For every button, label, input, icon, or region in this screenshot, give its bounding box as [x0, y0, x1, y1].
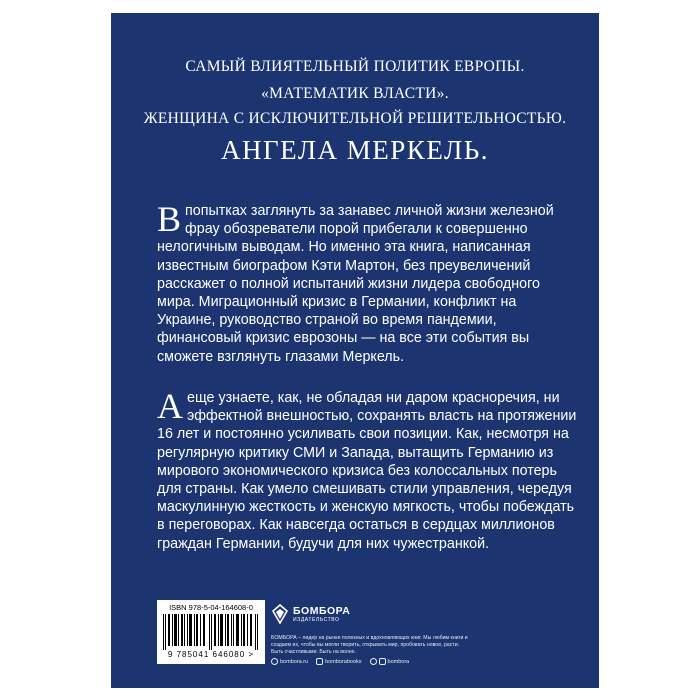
paragraph-text: еще узнаете, как, не обладая ни даром красноречия, ни эффектной внешностью, сохранять власть на протяжении 16 лет и постоянно усиливать свои позиции. Как, несмотря на регулярную критику СМИ и Запада, вытащить Германию из мирового экономического кризиса без колоссальных потерь для страны. Как умело смешивать стили управления, чередуя маскулинную жесткость и женскую мягкость, чтобы побеждать в переговорах. Как навсегда остаться в сердцах миллионов граждан Германии, будучи для них чужестранкой. — [157, 390, 577, 552]
globe-icon — [271, 658, 278, 665]
social-network-icon — [316, 658, 323, 665]
publisher-name: БОМБОРА — [293, 605, 351, 617]
bombora-logo-icon — [271, 604, 289, 624]
paragraph-text: попытках заглянуть за занавес личной жизни железной фрау обозреватели порой прибегали к совершенно нелогичным выводам. Но именно эта книга, написанная известным биографом Кэти Мартон, без преувеличений расскажет о полной испытаний жизни лидера свободного мира. Миграционный кризис в Германии, конфликт на Украине, руководство страной во время пандемии, финансовый кризис еврозоны — на все эти события вы сможете взглянуть глазами Меркель. — [157, 203, 554, 365]
tagline-3: ЖЕНЩИНА С ИСКЛЮЧИТЕЛЬНОЙ РЕШИТЕЛЬНОСТЬЮ. — [143, 110, 567, 127]
social-channels-label: bombora — [387, 658, 410, 665]
tagline-2: «МАТЕМАТИК ВЛАСТИ». — [261, 85, 449, 102]
description-paragraph-2 — [157, 386, 577, 553]
social-links — [271, 658, 409, 665]
social-site-label: bombora.ru — [280, 658, 309, 665]
tagline-1: САМЫЙ ВЛИЯТЕЛЬНЫЙ ПОЛИТИК ЕВРОПЫ. — [185, 58, 525, 75]
dropcap: А — [157, 386, 183, 426]
isbn-barcode-box — [157, 600, 265, 664]
title-name: АНГЕЛА МЕРКЕЛЬ. — [220, 135, 490, 165]
publisher-description: БОМБОРА – лидер на рынке полезных и вдохновляющих книг. Мы любим книги и создаем их, чтобы вы могли творить, открывать мир, пробовать новое, расти. Быть счастливыми. Быть на волне. — [271, 635, 468, 655]
barcode-icon — [163, 614, 259, 650]
dropcap: В — [157, 199, 182, 239]
social-books-label: bomborabooks — [325, 658, 362, 665]
isbn-label: ISBN 978-5-04-164608-0 — [169, 603, 253, 612]
telegram-icon — [370, 658, 377, 665]
barcode-digits: 9 785041 646080 > — [167, 650, 255, 659]
social-channels[interactable] — [370, 658, 410, 665]
video-icon — [379, 658, 386, 665]
publisher-subtitle: ИЗДАТЕЛЬСТВО — [293, 617, 340, 623]
description-paragraph-1 — [157, 199, 577, 366]
social-site[interactable] — [271, 658, 308, 665]
social-books[interactable] — [316, 658, 361, 665]
book-back-cover — [111, 13, 599, 688]
